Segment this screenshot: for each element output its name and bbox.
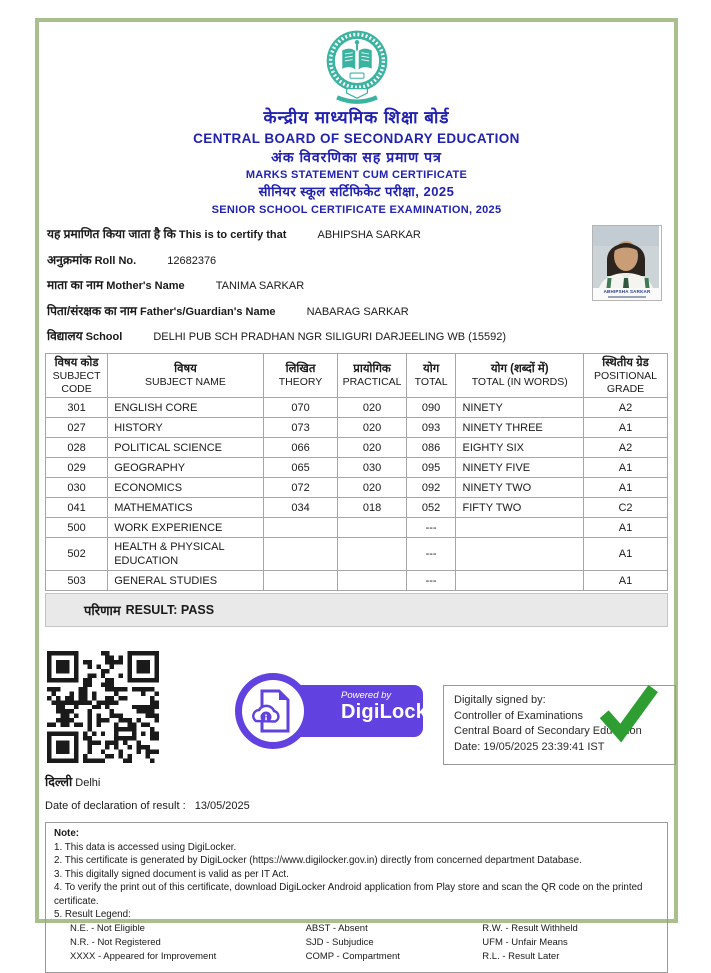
signature-valid-check-icon <box>599 686 657 744</box>
declaration-label: Date of declaration of result : <box>45 800 186 812</box>
roll-row <box>47 253 668 269</box>
table-cell: A1 <box>583 538 667 571</box>
table-cell: 090 <box>406 398 456 418</box>
table-cell: 020 <box>338 478 406 498</box>
legend-item: N.E. - Not Eligible <box>70 922 145 934</box>
table-cell: A1 <box>583 458 667 478</box>
table-cell <box>456 571 584 591</box>
mother-row <box>47 278 668 294</box>
cbse-logo-icon <box>313 28 401 106</box>
table-cell: 095 <box>406 458 456 478</box>
marks-table <box>45 353 668 591</box>
table-cell: GENERAL STUDIES <box>108 571 264 591</box>
board-title-hindi: केन्द्रीय माध्यमिक शिक्षा बोर्ड <box>263 108 450 127</box>
table-cell <box>338 571 406 591</box>
digilocker-document-icon <box>254 689 292 733</box>
table-cell: NINETY THREE <box>456 418 584 438</box>
statement-title-hindi: अंक विवरणिका सह प्रमाण पत्र <box>271 149 442 165</box>
signature-line-2: Controller of Examinations <box>454 709 584 722</box>
note-box <box>45 822 668 973</box>
legend-item: R.W. - Result Withheld <box>482 922 578 934</box>
result-bar <box>45 593 668 627</box>
certify-label-english: This is to certify that <box>178 229 287 241</box>
table-cell: 034 <box>263 498 338 518</box>
table-cell <box>456 518 584 538</box>
student-photo <box>592 225 662 301</box>
table-cell: A1 <box>583 418 667 438</box>
result-value: RESULT: PASS <box>125 603 215 617</box>
note-line: 3. This digitally signed document is valid as per IT Act. <box>54 868 289 880</box>
photo-caption-name: ABHIPSHA SARKAR <box>603 289 651 294</box>
table-cell: NINETY TWO <box>456 478 584 498</box>
place-hindi: दिल्ली <box>45 775 73 789</box>
table-cell: 503 <box>46 571 108 591</box>
table-cell: NINETY FIVE <box>456 458 584 478</box>
board-title-english: CENTRAL BOARD OF SECONDARY EDUCATION <box>193 131 520 146</box>
note-title: Note: <box>54 828 80 839</box>
table-cell <box>338 538 406 571</box>
table-cell: 070 <box>263 398 338 418</box>
result-legend <box>70 922 659 964</box>
table-cell: 029 <box>46 458 108 478</box>
table-cell: NINETY <box>456 398 584 418</box>
certificate-frame <box>35 18 678 962</box>
table-cell: MATHEMATICS <box>108 498 264 518</box>
table-cell: 065 <box>263 458 338 478</box>
father-row <box>47 304 668 320</box>
table-row <box>46 571 668 591</box>
signature-line-1: Digitally signed by: <box>454 694 546 706</box>
student-info-section <box>45 227 668 349</box>
table-row <box>46 398 668 418</box>
father-label-hindi: पिता/संरक्षक का नाम <box>47 303 137 318</box>
mother-name: TANIMA SARKAR <box>215 280 305 292</box>
exam-title-hindi: सीनियर स्कूल सर्टिफिकेट परीक्षा, 2025 <box>258 184 455 199</box>
table-cell <box>263 538 338 571</box>
photo-caption-blur <box>608 296 645 299</box>
table-cell: GEOGRAPHY <box>108 458 264 478</box>
table-cell <box>456 538 584 571</box>
table-row <box>46 498 668 518</box>
school-label-hindi: विद्यालय <box>47 329 83 343</box>
table-cell: 066 <box>263 438 338 458</box>
table-cell: POLITICAL SCIENCE <box>108 438 264 458</box>
table-cell: A1 <box>583 478 667 498</box>
table-row <box>46 478 668 498</box>
column-header: प्रायोगिक PRACTICAL <box>338 354 406 398</box>
table-cell: C2 <box>583 498 667 518</box>
table-cell: WORK EXPERIENCE <box>108 518 264 538</box>
qr-code <box>47 651 159 763</box>
school-name: DELHI PUB SCH PRADHAN NGR SILIGURI DARJEELING WB (15592) <box>153 331 507 343</box>
column-header: विषय कोड SUBJECT CODE <box>46 354 108 398</box>
place-line <box>45 773 668 790</box>
table-cell <box>338 518 406 538</box>
table-cell: 052 <box>406 498 456 518</box>
table-cell: ENGLISH CORE <box>108 398 264 418</box>
column-header: स्थितीय ग्रेड POSITIONAL GRADE <box>583 354 667 398</box>
father-label-english: Father's/Guardian's Name <box>140 305 276 318</box>
table-cell <box>263 571 338 591</box>
result-label-hindi: परिणाम <box>84 603 121 618</box>
mother-label-hindi: माता का नाम <box>47 278 104 292</box>
exam-title-english: SENIOR SCHOOL CERTIFICATE EXAMINATION, 2025 <box>211 204 502 216</box>
table-cell: HISTORY <box>108 418 264 438</box>
table-cell <box>263 518 338 538</box>
table-cell: HEALTH & PHYSICAL EDUCATION <box>108 538 264 571</box>
table-cell: 020 <box>338 418 406 438</box>
place-english: Delhi <box>75 777 101 789</box>
legend-item: N.R. - Not Registered <box>70 936 161 948</box>
column-header: योग TOTAL <box>406 354 456 398</box>
note-line: 4. To verify the print out of this certificate, download DigiLocker Android application from Play store and scan the QR code on the printed certificate. <box>54 882 643 907</box>
student-photo-image <box>593 226 659 288</box>
note-line: 1. This data is accessed using DigiLocker. <box>54 841 237 853</box>
photo-caption <box>593 288 661 300</box>
certificate-header <box>45 28 668 217</box>
table-row <box>46 538 668 571</box>
table-row <box>46 438 668 458</box>
certify-label-hindi: यह प्रमाणित किया जाता है कि <box>47 227 176 241</box>
note-line: 5. Result Legend: <box>54 909 131 920</box>
table-cell: 301 <box>46 398 108 418</box>
table-cell: ECONOMICS <box>108 478 264 498</box>
legend-item: R.L. - Result Later <box>482 950 560 962</box>
legend-item: XXXX - Appeared for Improvement <box>70 950 217 962</box>
digilocker-logo-circle <box>235 673 311 749</box>
table-cell: 073 <box>263 418 338 438</box>
table-cell: 030 <box>338 458 406 478</box>
statement-title-english: MARKS STATEMENT CUM CERTIFICATE <box>245 169 468 181</box>
table-cell: EIGHTY SIX <box>456 438 584 458</box>
table-cell: 028 <box>46 438 108 458</box>
table-cell: A1 <box>583 571 667 591</box>
declaration-date: 13/05/2025 <box>194 800 250 812</box>
table-row <box>46 458 668 478</box>
verification-section <box>45 651 668 771</box>
column-header: लिखित THEORY <box>263 354 338 398</box>
column-header: विषय SUBJECT NAME <box>108 354 264 398</box>
table-cell: 018 <box>338 498 406 518</box>
table-cell: --- <box>406 518 456 538</box>
table-cell: A2 <box>583 398 667 418</box>
table-cell: A1 <box>583 518 667 538</box>
table-row <box>46 518 668 538</box>
note-line: 2. This certificate is generated by DigiLocker (https://www.digilocker.gov.in) directly from concerned department Database. <box>54 855 582 866</box>
roll-number: 12682376 <box>167 254 217 267</box>
table-cell: 502 <box>46 538 108 571</box>
mother-label-english: Mother's Name <box>106 280 185 292</box>
table-cell: 093 <box>406 418 456 438</box>
legend-item: ABST - Absent <box>305 922 368 934</box>
table-cell: --- <box>406 538 456 571</box>
table-cell: 030 <box>46 478 108 498</box>
digilocker-logo <box>235 673 447 749</box>
table-cell: A2 <box>583 438 667 458</box>
table-cell: 092 <box>406 478 456 498</box>
table-cell: 500 <box>46 518 108 538</box>
declaration-line <box>45 800 668 812</box>
roll-label-english: Roll No. <box>94 254 137 267</box>
table-cell: 086 <box>406 438 456 458</box>
table-cell: 041 <box>46 498 108 518</box>
table-cell: 020 <box>338 438 406 458</box>
school-label-english: School <box>85 331 123 343</box>
table-cell: 027 <box>46 418 108 438</box>
table-row <box>46 418 668 438</box>
father-name: NABARAG SARKAR <box>306 305 409 318</box>
digital-signature-box <box>443 685 676 765</box>
digilocker-name-label: DigiLocker <box>341 701 447 723</box>
note-lines <box>54 841 659 922</box>
table-cell: 020 <box>338 398 406 418</box>
table-cell: 072 <box>263 478 338 498</box>
student-name: ABHIPSHA SARKAR <box>317 229 421 241</box>
certify-row <box>47 227 668 243</box>
legend-item: SJD - Subjudice <box>305 936 374 948</box>
roll-label-hindi: अनुक्रमांक <box>47 252 92 267</box>
table-cell: FIFTY TWO <box>456 498 584 518</box>
signature-line-3: Central Board of Secondary Education <box>454 725 642 737</box>
table-cell: --- <box>406 571 456 591</box>
legend-item: UFM - Unfair Means <box>482 936 568 948</box>
digilocker-powered-by-label: Powered by <box>341 690 392 701</box>
legend-item: COMP - Compartment <box>305 950 400 962</box>
signature-line-4: Date: 19/05/2025 23:39:41 IST <box>454 740 605 753</box>
column-header: योग (शब्दों में) TOTAL (IN WORDS) <box>456 354 584 398</box>
school-row <box>47 329 668 345</box>
marks-table-header-row <box>46 354 668 398</box>
